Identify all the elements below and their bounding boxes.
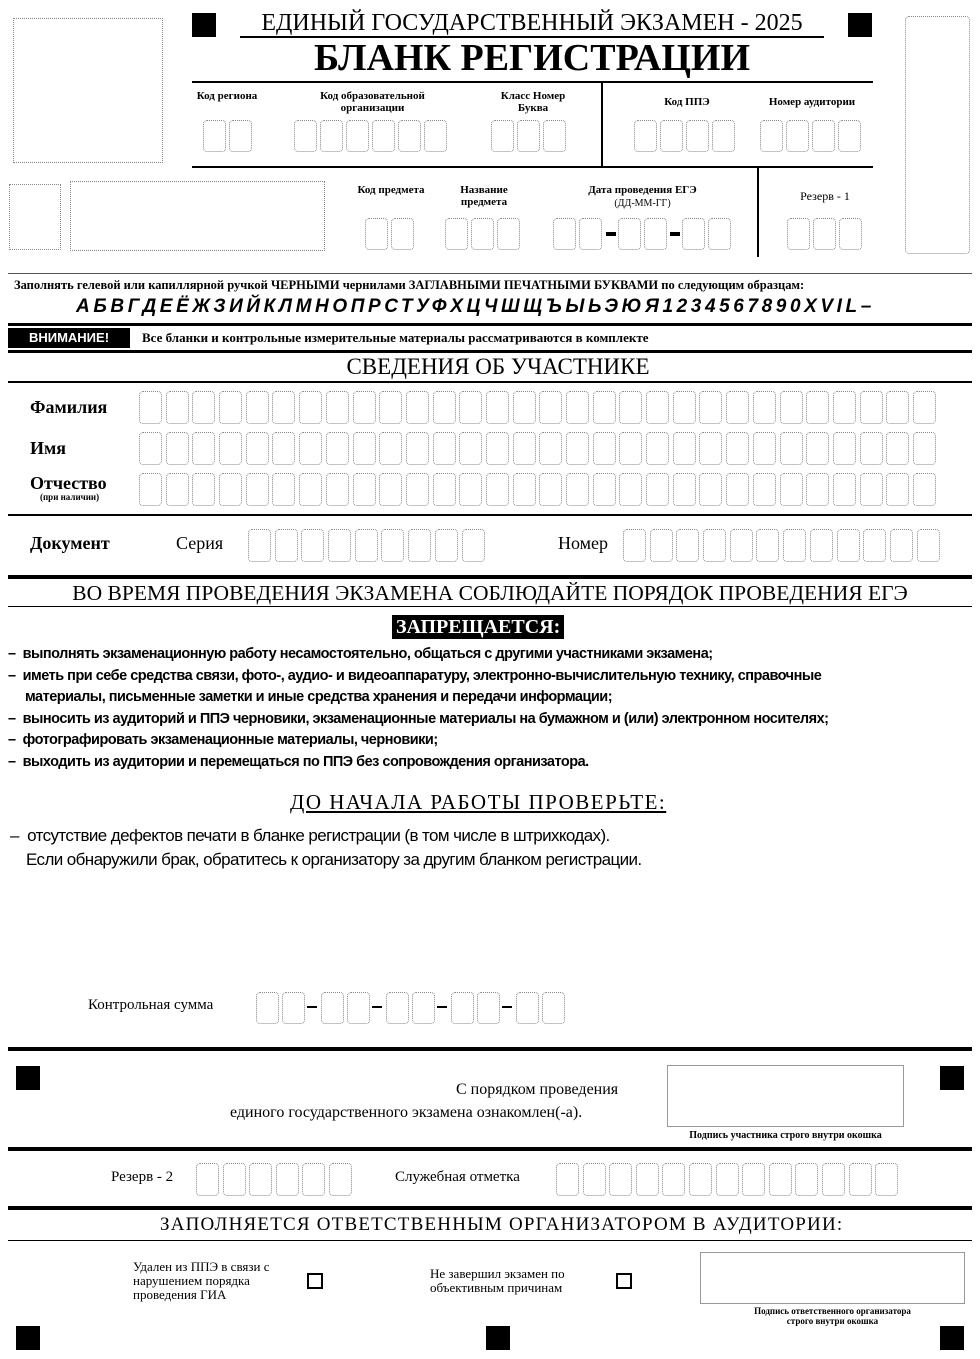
surname-cells[interactable]: [139, 391, 936, 424]
organizer-title: ЗАПОЛНЯЕТСЯ ОТВЕТСТВЕННЫМ ОРГАНИЗАТОРОМ В АУДИТОРИИ:: [160, 1214, 844, 1235]
input-cell[interactable]: [646, 391, 669, 424]
organizer-signature-box[interactable]: [700, 1252, 965, 1304]
input-cell[interactable]: [913, 473, 936, 506]
input-cell[interactable]: [833, 391, 856, 424]
input-cell[interactable]: [650, 529, 673, 562]
label-exam-date: Дата проведения ЕГЭ: [588, 184, 697, 196]
header-rule: [192, 81, 873, 83]
removed-checkbox[interactable]: [307, 1273, 323, 1289]
input-cell[interactable]: [726, 391, 749, 424]
forbidden-item: – выходить из аудитории и перемещаться по ППЭ без сопровождения организатора.: [8, 753, 589, 770]
exam-title: ЕДИНЫЙ ГОСУДАРСТВЕННЫЙ ЭКЗАМЕН - 2025: [261, 10, 803, 36]
input-cell[interactable]: [566, 391, 589, 424]
label-subject-code: Код предмета: [357, 184, 425, 196]
input-cell[interactable]: [566, 432, 589, 465]
barcode-small-left: [9, 184, 61, 250]
checksum-cell[interactable]: [386, 992, 409, 1024]
forbidden-item: – фотографировать экзаменационные материалы, черновики;: [8, 732, 438, 748]
ppe-code-cells[interactable]: [634, 120, 735, 152]
participant-signature-box[interactable]: [667, 1065, 904, 1127]
input-cell[interactable]: [513, 432, 536, 465]
input-cell[interactable]: [583, 1163, 606, 1196]
input-cell[interactable]: [860, 473, 883, 506]
footer-rule-thick: [8, 1147, 972, 1151]
checksum-separator: [307, 1006, 317, 1008]
input-cell[interactable]: [860, 391, 883, 424]
input-cell[interactable]: [646, 473, 669, 506]
forbidden-heading: ЗАПРЕЩАЕТСЯ:: [392, 615, 564, 639]
input-cell[interactable]: [783, 529, 806, 562]
input-cell[interactable]: [272, 391, 295, 424]
input-cell[interactable]: [272, 473, 295, 506]
input-cell[interactable]: [219, 473, 242, 506]
check-title: ДО НАЧАЛА РАБОТЫ ПРОВЕРЬТЕ:: [290, 790, 667, 814]
input-cell[interactable]: [486, 473, 509, 506]
input-cell[interactable]: [716, 1163, 739, 1196]
input-cell[interactable]: [192, 432, 215, 465]
input-cell[interactable]: [780, 432, 803, 465]
input-cell[interactable]: [329, 1163, 352, 1196]
removed-label: Удален из ППЭ в связи с нарушением порядка проведения ГИА: [133, 1259, 270, 1302]
input-cell[interactable]: [539, 391, 562, 424]
input-cell[interactable]: [619, 473, 642, 506]
not-finished-checkbox[interactable]: [616, 1273, 632, 1289]
input-cell[interactable]: [913, 391, 936, 424]
input-cell[interactable]: [619, 391, 642, 424]
label-reserve1: Резерв - 1: [800, 189, 850, 203]
registration-mark-bottom-right: [940, 1326, 964, 1350]
footer-rule-thick: [8, 1047, 972, 1051]
input-cell[interactable]: [139, 391, 162, 424]
footer-rule-thick: [8, 1206, 972, 1210]
registration-mark-top-left: [192, 13, 216, 37]
section-rule: [8, 514, 972, 516]
input-cell[interactable]: [379, 473, 402, 506]
input-cell[interactable]: [556, 1163, 579, 1196]
checksum-cell[interactable]: [542, 992, 565, 1024]
input-cell[interactable]: [769, 1163, 792, 1196]
input-cell[interactable]: [822, 1163, 845, 1196]
input-cell[interactable]: [863, 529, 886, 562]
input-cell[interactable]: [593, 432, 616, 465]
label-org-code: Код образовательной организации: [320, 90, 425, 114]
label-date-format: (ДД-ММ-ГГ): [614, 198, 671, 209]
input-cell[interactable]: [886, 473, 909, 506]
input-cell[interactable]: [166, 432, 189, 465]
registration-mark-bottom-left: [16, 1326, 40, 1350]
input-cell[interactable]: [860, 432, 883, 465]
rules-title-rule: [8, 606, 972, 607]
rules-title: ВО ВРЕМЯ ПРОВЕДЕНИЯ ЭКЗАМЕНА СОБЛЮДАЙТЕ ПОРЯДОК ПРОВЕДЕНИЯ ЕГЭ: [72, 581, 908, 605]
input-cell[interactable]: [192, 473, 215, 506]
region-code-cells[interactable]: [203, 120, 252, 152]
checksum-cell[interactable]: [256, 992, 279, 1024]
input-cell[interactable]: [566, 473, 589, 506]
input-cell[interactable]: [703, 529, 726, 562]
input-cell[interactable]: [699, 473, 722, 506]
input-cell[interactable]: [753, 432, 776, 465]
checksum-cell[interactable]: [321, 992, 344, 1024]
input-cell[interactable]: [513, 473, 536, 506]
input-cell[interactable]: [623, 529, 646, 562]
input-cell[interactable]: [433, 473, 456, 506]
input-cell[interactable]: [459, 391, 482, 424]
input-cell[interactable]: [379, 432, 402, 465]
checksum-cell[interactable]: [477, 992, 500, 1024]
subject-code-cells[interactable]: [365, 218, 414, 250]
input-cell[interactable]: [355, 529, 378, 562]
exam-date-year-cells[interactable]: [682, 218, 731, 250]
input-cell[interactable]: [459, 473, 482, 506]
input-cell[interactable]: [433, 432, 456, 465]
input-cell[interactable]: [272, 432, 295, 465]
label-class: Класс Номер Буква: [500, 90, 566, 114]
input-cell[interactable]: [196, 1163, 219, 1196]
input-cell[interactable]: [379, 391, 402, 424]
input-cell[interactable]: [699, 391, 722, 424]
checksum-separator: [372, 1006, 382, 1008]
input-cell[interactable]: [326, 473, 349, 506]
name-cells[interactable]: [139, 432, 936, 465]
input-cell[interactable]: [609, 1163, 632, 1196]
input-cell[interactable]: [756, 529, 779, 562]
input-cell[interactable]: [326, 391, 349, 424]
input-cell[interactable]: [249, 1163, 272, 1196]
divider: [601, 82, 603, 167]
codes-rule: [192, 166, 873, 168]
date-separator: [606, 232, 616, 236]
participant-signature-caption: Подпись участника строго внутри окошка: [689, 1130, 882, 1141]
input-cell[interactable]: [780, 391, 803, 424]
label-patronymic-note: (при наличии): [40, 492, 100, 502]
label-subject-name: Название предмета: [460, 184, 508, 208]
input-cell[interactable]: [730, 529, 753, 562]
registration-mark-top-right: [848, 13, 872, 37]
forbidden-item: – иметь при себе средства связи, фото-, аудио- и видеоаппаратуру, электронно-вычислительную технику, справочные: [8, 667, 822, 684]
input-cell[interactable]: [301, 529, 324, 562]
input-cell[interactable]: [699, 432, 722, 465]
input-cell[interactable]: [223, 1163, 246, 1196]
input-cell[interactable]: [646, 432, 669, 465]
input-cell[interactable]: [810, 529, 833, 562]
input-cell[interactable]: [326, 432, 349, 465]
input-cell[interactable]: [676, 529, 699, 562]
service-mark-cells[interactable]: [556, 1163, 898, 1196]
input-cell[interactable]: [673, 391, 696, 424]
label-series: Серия: [176, 533, 224, 553]
checksum-separator: [502, 1006, 512, 1008]
input-cell[interactable]: [433, 391, 456, 424]
input-cell[interactable]: [406, 473, 429, 506]
label-surname: Фамилия: [30, 397, 108, 417]
input-cell[interactable]: [726, 432, 749, 465]
input-cell[interactable]: [849, 1163, 872, 1196]
input-cell[interactable]: [299, 473, 322, 506]
barcode-area-right: [905, 16, 970, 254]
input-cell[interactable]: [275, 529, 298, 562]
ack-line-1: С порядком проведения: [456, 1081, 619, 1098]
input-cell[interactable]: [619, 432, 642, 465]
input-cell[interactable]: [833, 432, 856, 465]
input-cell[interactable]: [139, 473, 162, 506]
input-cell[interactable]: [328, 529, 351, 562]
checksum-cell[interactable]: [451, 992, 474, 1024]
input-cell[interactable]: [248, 529, 271, 562]
input-cell[interactable]: [459, 432, 482, 465]
input-cell[interactable]: [726, 473, 749, 506]
input-cell[interactable]: [246, 473, 269, 506]
forbidden-list: [8, 644, 973, 773]
input-cell[interactable]: [539, 432, 562, 465]
label-region-code: Код региона: [196, 90, 258, 102]
input-cell[interactable]: [689, 1163, 712, 1196]
input-cell[interactable]: [299, 432, 322, 465]
input-cell[interactable]: [636, 1163, 659, 1196]
attention-text: Все бланки и контрольные измерительные материалы рассматриваются в комплекте: [142, 330, 649, 345]
input-cell[interactable]: [139, 432, 162, 465]
input-cell[interactable]: [753, 391, 776, 424]
attention-label: ВНИМАНИЕ!: [8, 328, 130, 348]
label-checksum: Контрольная сумма: [88, 997, 214, 1013]
forbidden-item: – выполнять экзаменационную работу несамостоятельно, общаться с другими участниками экзамена;: [8, 646, 713, 662]
registration-mark-mid-right: [940, 1066, 964, 1090]
form-title: БЛАНК РЕГИСТРАЦИИ: [313, 37, 751, 79]
input-cell[interactable]: [795, 1163, 818, 1196]
input-cell[interactable]: [299, 391, 322, 424]
input-cell[interactable]: [753, 473, 776, 506]
forbidden-item: – выносить из аудиторий и ППЭ черновики, экзаменационные материалы на бумажном и (или) электронном носителях;: [8, 710, 829, 727]
input-cell[interactable]: [408, 529, 431, 562]
input-cell[interactable]: [166, 473, 189, 506]
document-series-cells[interactable]: [248, 529, 485, 562]
input-cell[interactable]: [806, 473, 829, 506]
checksum-cell[interactable]: [347, 992, 370, 1024]
input-cell[interactable]: [406, 432, 429, 465]
input-cell[interactable]: [353, 473, 376, 506]
input-cell[interactable]: [886, 391, 909, 424]
input-cell[interactable]: [486, 391, 509, 424]
exam-date-month-cells[interactable]: [618, 218, 667, 250]
document-number-cells[interactable]: [623, 529, 940, 562]
label-reserve2: Резерв - 2: [111, 1169, 174, 1185]
organizer-signature-caption: Подпись ответственного организатора строго внутри окошка: [754, 1306, 911, 1326]
subject-name-cells[interactable]: [445, 218, 520, 250]
barcode-wide-area: [70, 181, 325, 251]
input-cell[interactable]: [435, 529, 458, 562]
input-cell[interactable]: [593, 391, 616, 424]
input-cell[interactable]: [917, 529, 940, 562]
input-cell[interactable]: [886, 432, 909, 465]
label-ppe-code: Код ППЭ: [664, 96, 710, 108]
sample-characters: АБВГДЕЁЖЗИЙКЛМНОПРСТУФХЦЧШЩЪЫЬЭЮЯ1234567890XVIL–: [76, 296, 875, 317]
fill-instruction: Заполнять гелевой или капиллярной ручкой ЧЕРНЫМИ чернилами ЗАГЛАВНЫМИ ПЕЧАТНЫМИ БУКВАМИ по следующим образцам:: [14, 278, 805, 292]
input-cell[interactable]: [219, 391, 242, 424]
input-cell[interactable]: [276, 1163, 299, 1196]
divider: [757, 167, 759, 257]
check-text: – отсутствие дефектов печати в бланке регистрации (в том числе в штрихкодах). Если обнаружили брак, обратитесь к организатору за другим бланком регистрации.: [10, 826, 642, 869]
section-rule-thick: [8, 575, 972, 579]
exam-date-day-cells[interactable]: [553, 218, 602, 250]
section-rule: [8, 381, 972, 383]
ack-line-2: единого государственного экзамена ознакомлен(-а).: [230, 1104, 583, 1121]
input-cell[interactable]: [593, 473, 616, 506]
checksum-cell[interactable]: [412, 992, 435, 1024]
participant-section-title: СВЕДЕНИЯ ОБ УЧАСТНИКЕ: [346, 354, 650, 379]
label-patronymic: Отчество: [30, 473, 107, 493]
room-number-cells[interactable]: [760, 120, 861, 152]
checksum-separator: [437, 1006, 447, 1008]
input-cell[interactable]: [166, 391, 189, 424]
input-cell[interactable]: [219, 432, 242, 465]
input-cell[interactable]: [780, 473, 803, 506]
input-cell[interactable]: [353, 432, 376, 465]
organizer-title-rule: [8, 1240, 972, 1241]
registration-mark-mid-left: [16, 1066, 40, 1090]
input-cell[interactable]: [890, 529, 913, 562]
input-cell[interactable]: [381, 529, 404, 562]
input-cell[interactable]: [353, 391, 376, 424]
barcode-area-left: [13, 18, 163, 163]
input-cell[interactable]: [837, 529, 860, 562]
registration-mark-bottom-center: [486, 1326, 510, 1350]
label-room-number: Номер аудитории: [768, 96, 856, 108]
checksum-cells[interactable]: [256, 992, 576, 1024]
input-cell[interactable]: [662, 1163, 685, 1196]
attention-top-rule: [8, 323, 972, 326]
patronymic-cells[interactable]: [139, 473, 936, 506]
forbidden-item-continued: материалы, письменные заметки и иные средства хранения и передачи информации;: [25, 689, 613, 705]
input-cell[interactable]: [742, 1163, 765, 1196]
reserve2-cells[interactable]: [196, 1163, 352, 1196]
input-cell[interactable]: [806, 391, 829, 424]
input-cell[interactable]: [833, 473, 856, 506]
input-cell[interactable]: [302, 1163, 325, 1196]
input-cell[interactable]: [462, 529, 485, 562]
thin-rule: [8, 273, 972, 274]
input-cell[interactable]: [875, 1163, 898, 1196]
class-cells[interactable]: [491, 120, 566, 152]
input-cell[interactable]: [246, 391, 269, 424]
input-cell[interactable]: [513, 391, 536, 424]
input-cell[interactable]: [192, 391, 215, 424]
date-separator: [670, 232, 680, 236]
input-cell[interactable]: [406, 391, 429, 424]
label-service-mark: Служебная отметка: [395, 1169, 520, 1185]
input-cell[interactable]: [246, 432, 269, 465]
label-name: Имя: [30, 438, 66, 458]
input-cell[interactable]: [539, 473, 562, 506]
input-cell[interactable]: [806, 432, 829, 465]
label-number: Номер: [558, 533, 609, 553]
checksum-cell[interactable]: [282, 992, 305, 1024]
input-cell[interactable]: [673, 473, 696, 506]
label-document: Документ: [30, 533, 110, 553]
input-cell[interactable]: [913, 432, 936, 465]
reserve1-cells[interactable]: [787, 218, 862, 250]
input-cell[interactable]: [486, 432, 509, 465]
checksum-cell[interactable]: [516, 992, 539, 1024]
input-cell[interactable]: [673, 432, 696, 465]
org-code-cells[interactable]: [294, 120, 447, 152]
not-finished-label: Не завершил экзамен по объективным причинам: [430, 1266, 565, 1295]
